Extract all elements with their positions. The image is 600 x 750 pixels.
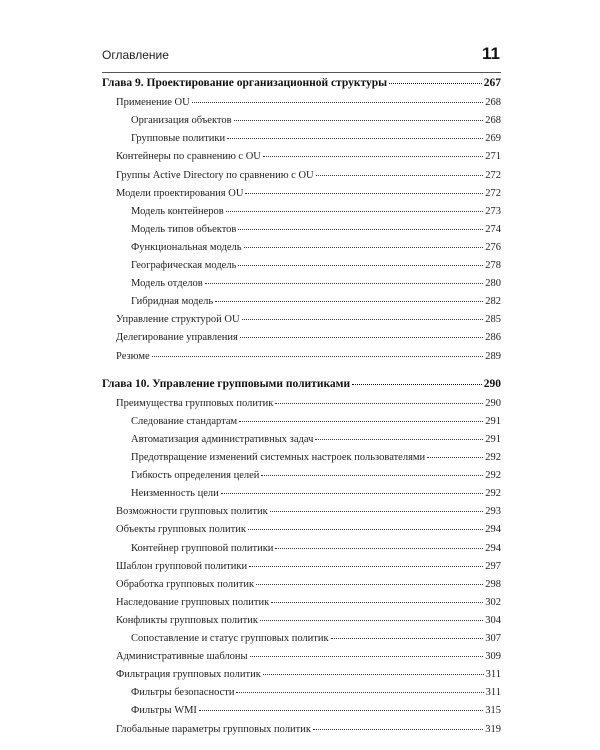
toc-entry-page: 311 bbox=[485, 669, 501, 681]
toc-entry-title: Контейнер групповой политики bbox=[131, 542, 274, 554]
toc-entry bbox=[102, 724, 501, 742]
toc-entry-page: 315 bbox=[485, 705, 501, 717]
toc-entry bbox=[102, 151, 501, 169]
toc-entry-title: Модель контейнеров bbox=[131, 205, 224, 217]
toc-entry-page: 294 bbox=[485, 524, 501, 536]
toc-entry bbox=[102, 224, 501, 242]
dot-leader bbox=[352, 383, 482, 385]
toc-entry-page: 311 bbox=[485, 687, 501, 699]
toc-entry-page: 309 bbox=[485, 651, 501, 663]
toc-entry-title: Функциональная модель bbox=[131, 241, 242, 253]
toc-entry-page: 292 bbox=[485, 452, 501, 463]
toc-entry bbox=[102, 278, 501, 296]
dot-leader bbox=[221, 492, 484, 494]
toc-entry-page: 280 bbox=[485, 278, 501, 290]
toc-entry-title: Группы Active Directory по сравнению с OU bbox=[116, 169, 314, 181]
toc-entry bbox=[102, 332, 501, 350]
toc-entry-page: 267 bbox=[483, 77, 501, 89]
dot-leader bbox=[238, 264, 483, 266]
toc-entry bbox=[102, 242, 501, 260]
header-rule bbox=[102, 72, 501, 73]
toc-entry-page: 291 bbox=[485, 433, 501, 445]
toc-entry-page: 291 bbox=[485, 415, 501, 427]
toc-entry-page: 271 bbox=[485, 151, 501, 163]
toc-entry-title: Глобальные параметры групповых политик bbox=[116, 723, 311, 735]
toc-entry-page: 290 bbox=[483, 377, 501, 390]
toc-entry bbox=[102, 633, 501, 651]
toc-entry-title: Административные шаблоны bbox=[116, 651, 248, 663]
toc-entry-page: 278 bbox=[485, 260, 501, 271]
toc-entry-title: Преимущества групповых политик bbox=[116, 397, 274, 409]
toc-entry-title: Глава 9. Проектирование организационной структуры bbox=[102, 77, 388, 89]
toc-entry-title: Резюме bbox=[116, 350, 150, 362]
dot-leader bbox=[236, 691, 483, 693]
toc-entry bbox=[102, 524, 501, 542]
toc-entry bbox=[102, 170, 501, 188]
toc-entry-page: 292 bbox=[485, 488, 501, 500]
toc-entry-page: 276 bbox=[485, 241, 501, 253]
toc-entry-title: Возможности групповых политик bbox=[116, 506, 268, 518]
dot-leader bbox=[263, 673, 484, 675]
toc-entry-page: 319 bbox=[485, 723, 501, 735]
toc-entry-title: Географическая модель bbox=[131, 260, 237, 271]
dot-leader bbox=[331, 637, 484, 639]
toc-entry-page: 286 bbox=[485, 332, 501, 344]
toc-entry-title: Шаблон групповой политики bbox=[116, 560, 248, 572]
toc-entry bbox=[102, 351, 501, 369]
dot-leader bbox=[238, 228, 483, 230]
toc-entry-title: Сопоставление и статус групповых политик bbox=[131, 633, 329, 644]
toc-entry bbox=[102, 416, 501, 434]
toc-entry-page: 269 bbox=[485, 133, 501, 145]
toc-entry-title: Контейнеры по сравнению с OU bbox=[116, 151, 261, 163]
dot-leader bbox=[234, 119, 484, 121]
toc-entry bbox=[102, 705, 501, 723]
toc-entry bbox=[102, 296, 501, 314]
dot-leader bbox=[389, 82, 482, 84]
toc-entry-page: 304 bbox=[485, 614, 501, 626]
toc-entry-title: Следование стандартам bbox=[131, 415, 238, 427]
toc-entry-title: Обработка групповых политик bbox=[116, 578, 255, 590]
dot-leader bbox=[271, 601, 483, 603]
toc-entry-page: 293 bbox=[485, 506, 501, 518]
dot-leader bbox=[250, 655, 484, 657]
toc-entry bbox=[102, 669, 501, 687]
toc-entry-page: 290 bbox=[485, 397, 501, 409]
toc-entry-page: 285 bbox=[485, 314, 501, 326]
dot-leader bbox=[249, 565, 483, 567]
toc-entry bbox=[102, 506, 501, 524]
toc-entry-page: 268 bbox=[485, 115, 501, 127]
toc-entry bbox=[102, 488, 501, 506]
toc-entry-title: Автоматизация административных задач bbox=[131, 433, 314, 445]
toc-entry-page: 274 bbox=[485, 223, 501, 235]
toc-entry-page: 302 bbox=[485, 596, 501, 608]
toc-entry-title: Конфликты групповых политик bbox=[116, 614, 258, 626]
dot-leader bbox=[226, 210, 484, 212]
toc-chapter bbox=[102, 77, 501, 95]
dot-leader bbox=[245, 192, 483, 194]
dot-leader bbox=[215, 300, 483, 302]
dot-leader bbox=[256, 583, 483, 585]
toc-entry bbox=[102, 206, 501, 224]
toc-entry-page: 272 bbox=[485, 187, 501, 199]
toc-entry-title: Гибкость определения целей bbox=[131, 470, 260, 482]
toc-entry-title: Групповые политики bbox=[131, 133, 226, 145]
toc-entry-title: Фильтры безопасности bbox=[131, 687, 235, 699]
toc-entry-page: 294 bbox=[485, 542, 501, 554]
toc-entry-title: Организация объектов bbox=[131, 115, 232, 127]
toc-entry-page: 297 bbox=[485, 560, 501, 572]
toc-entry-title: Модель типов объектов bbox=[131, 223, 237, 235]
toc-entry-page: 292 bbox=[485, 470, 501, 482]
dot-leader bbox=[248, 528, 483, 530]
toc-entry-title: Делегирование управления bbox=[116, 332, 238, 344]
toc-entry-title: Глава 10. Управление групповыми политиками bbox=[102, 377, 351, 390]
running-title: Оглавление bbox=[102, 48, 169, 62]
dot-leader bbox=[263, 155, 483, 157]
toc-entry-title: Гибридная модель bbox=[131, 296, 214, 308]
page-number: 11 bbox=[482, 44, 500, 63]
dot-leader bbox=[242, 318, 484, 320]
toc-entry-title: Применение OU bbox=[116, 97, 190, 109]
toc-entry-page: 307 bbox=[485, 633, 501, 644]
dot-leader bbox=[270, 510, 484, 512]
dot-leader bbox=[244, 246, 484, 248]
dot-leader bbox=[239, 420, 483, 422]
toc-entry-page: 268 bbox=[485, 97, 501, 109]
toc-entry bbox=[102, 260, 501, 278]
toc-entry-title: Фильтрация групповых политик bbox=[116, 669, 261, 681]
toc-entry-title: Наследование групповых политик bbox=[116, 596, 270, 608]
toc-entry bbox=[102, 133, 501, 151]
toc-entry bbox=[102, 470, 501, 488]
toc-entry bbox=[102, 651, 501, 669]
toc-entry-page: 282 bbox=[485, 296, 501, 308]
dot-leader bbox=[316, 174, 484, 176]
dot-leader bbox=[260, 619, 483, 621]
toc-entry bbox=[102, 452, 501, 470]
dot-leader bbox=[275, 402, 483, 404]
toc-entry bbox=[102, 597, 501, 615]
toc-entry-page: 272 bbox=[485, 169, 501, 181]
toc-entry-page: 298 bbox=[485, 578, 501, 590]
dot-leader bbox=[275, 547, 483, 549]
dot-leader bbox=[240, 336, 483, 338]
toc-entry-title: Модели проектирования OU bbox=[116, 187, 244, 199]
toc-entry-title: Модель отделов bbox=[131, 278, 203, 290]
toc-entry bbox=[102, 314, 501, 332]
toc-entry-page: 289 bbox=[485, 350, 501, 362]
toc-entry bbox=[102, 398, 501, 416]
toc-entry-title: Предотвращение изменений системных настроек пользователями bbox=[131, 452, 426, 463]
toc-entry-title: Объекты групповых политик bbox=[116, 524, 246, 536]
dot-leader bbox=[315, 438, 483, 440]
toc-entry-title: Неизменность цели bbox=[131, 488, 219, 500]
toc-entry bbox=[102, 97, 501, 115]
toc-entry-title: Фильтры WMI bbox=[131, 705, 197, 717]
toc-entry-page: 273 bbox=[485, 205, 501, 217]
dot-leader bbox=[205, 282, 484, 284]
dot-leader bbox=[261, 474, 483, 476]
toc-entry bbox=[102, 434, 501, 452]
dot-leader bbox=[313, 728, 483, 730]
dot-leader bbox=[427, 456, 483, 458]
toc-entry bbox=[102, 115, 501, 133]
toc-entry bbox=[102, 615, 501, 633]
dot-leader bbox=[227, 137, 483, 139]
dot-leader bbox=[192, 101, 484, 103]
dot-leader bbox=[199, 709, 483, 711]
running-head bbox=[102, 44, 500, 68]
toc-chapter bbox=[102, 378, 501, 396]
toc-entry bbox=[102, 687, 501, 705]
toc-entry bbox=[102, 579, 501, 597]
dot-leader bbox=[152, 355, 484, 357]
toc-entry bbox=[102, 188, 501, 206]
toc-entry bbox=[102, 543, 501, 561]
toc-entry-title: Управление структурой OU bbox=[116, 314, 240, 326]
toc-entry bbox=[102, 561, 501, 579]
